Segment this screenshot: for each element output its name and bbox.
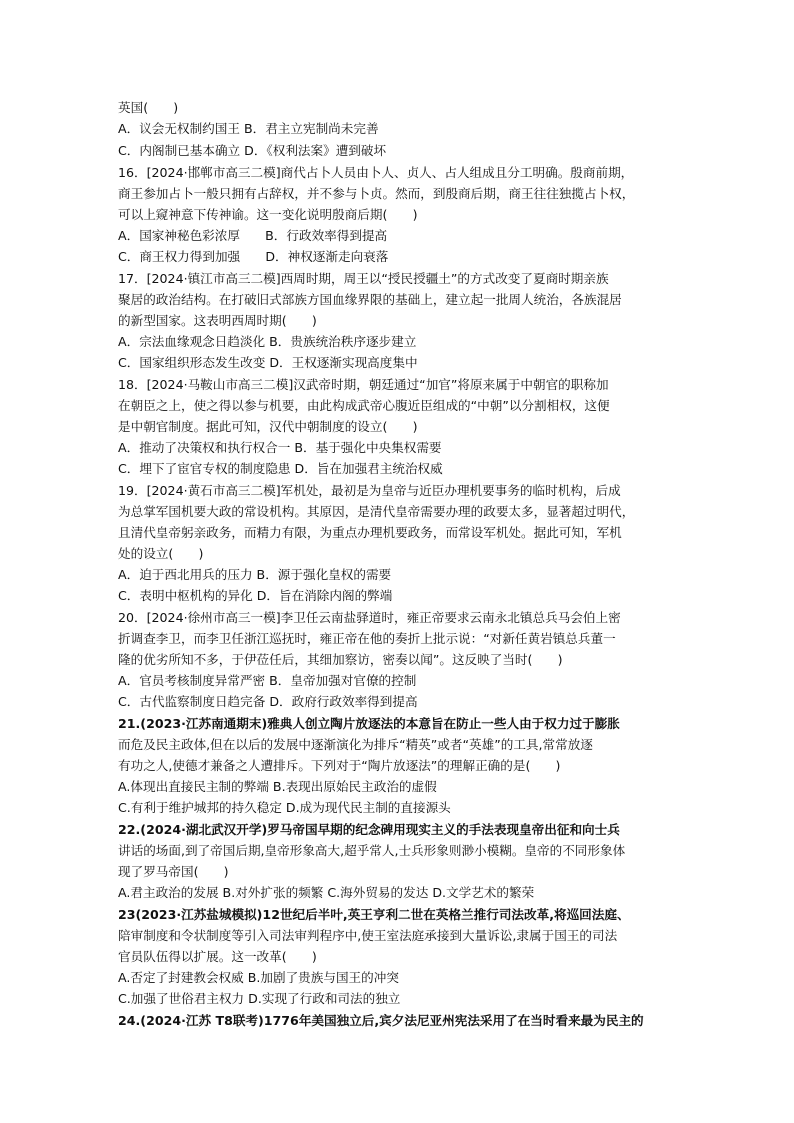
question-18-options-cd: C．埋下了宦官专权的制度隐患 D．旨在加强君主统治权威 bbox=[118, 461, 443, 476]
question-22-stem: 现了罗马帝国( ) bbox=[118, 864, 229, 879]
question-19-stem: 处的设立( ) bbox=[118, 546, 204, 561]
question-21-stem: 有功之人,使德才兼备之人遭排斥。下列对于“陶片放逐法”的理解正确的是( ) bbox=[118, 758, 561, 773]
question-17-options-ab: A．宗法血缘观念日趋淡化 B．贵族统治秩序逐步建立 bbox=[118, 334, 417, 349]
question-22-stem: 22.(2024·湖北武汉开学)罗马帝国早期的纪念碑用现实主义的手法表现皇帝出征和向士兵 bbox=[118, 822, 620, 837]
question-19-stem: 且清代皇帝躬亲政务，而精力有限，为重点办理机要政务，而常设军机处。据此可知，军机 bbox=[118, 525, 622, 540]
question-18-stem: 在朝臣之上，使之得以参与机要，由此构成武帝心腹近臣组成的“中朝”以分割相权，这便 bbox=[118, 398, 610, 413]
question-21-options-ab: A.体现出直接民主制的弊端 B.表现出原始民主政治的虚假 bbox=[118, 779, 437, 794]
question-23-options-ab: A.否定了封建教会权威 B.加剧了贵族与国王的冲突 bbox=[118, 970, 399, 985]
question-16-options-ab: A．国家神秘色彩浓厚 B．行政效率得到提高 bbox=[118, 228, 388, 243]
question-17-stem: 聚居的政治结构。在打破旧式部族方国血缘界限的基础上，建立起一批周人统治，各族混居 bbox=[118, 292, 622, 307]
question-18-options-ab: A．推动了决策权和执行权合一 B．基于强化中央集权需要 bbox=[118, 440, 442, 455]
question-20-options-ab: A．官员考核制度异常严密 B．皇帝加强对官僚的控制 bbox=[118, 673, 417, 688]
question-23-stem: 官员队伍得以扩展。这一改革( ) bbox=[118, 949, 317, 964]
question-17-options-cd: C．国家组织形态发生改变 D．王权逐渐实现高度集中 bbox=[118, 355, 418, 370]
question-23-stem: 23(2023·江苏盐城模拟)12世纪后半叶,英王亨利二世在英格兰推行司法改革,将巡回法庭、 bbox=[118, 907, 630, 922]
question-23-options-cd: C.加强了世俗君主权力 D.实现了行政和司法的独立 bbox=[118, 991, 401, 1006]
question-19-options-cd: C．表明中枢机构的异化 D．旨在消除内阁的弊端 bbox=[118, 588, 393, 603]
question-15-stem-end: 英国( ) bbox=[118, 100, 179, 115]
question-16-stem: 可以上窥神意下传神谕。这一变化说明殷商后期( ) bbox=[118, 207, 418, 222]
question-24-stem: 24.(2024·江苏 T8联考)1776年美国独立后,宾夕法尼亚州宪法采用了在当时看来最为民主的 bbox=[118, 1013, 644, 1028]
question-20-stem: 20．[2024·徐州市高三一模]李卫任云南盐驿道时，雍正帝要求云南永北镇总兵马会伯上密 bbox=[118, 610, 621, 625]
question-17-stem: 17．[2024·镇江市高三二模]西周时期，周王以“授民授疆土”的方式改变了夏商时期亲族 bbox=[118, 271, 609, 286]
question-21-options-cd: C.有利于维护城邦的持久稳定 D.成为现代民主制的直接源头 bbox=[118, 800, 451, 815]
question-19-stem: 19．[2024·黄石市高三二模]军机处，最初是为皇帝与近臣办理机要事务的临时机构，后成 bbox=[118, 483, 621, 498]
question-22-options: A.君主政治的发展 B.对外扩张的频繁 C.海外贸易的发达 D.文学艺术的繁荣 bbox=[118, 885, 535, 900]
question-16-stem: 商王参加占卜一般只拥有占辞权，并不参与卜贞。然而，到殷商后期，商王往往独揽占卜权， bbox=[118, 186, 635, 201]
question-20-options-cd: C．古代监察制度日趋完备 D．政府行政效率得到提高 bbox=[118, 694, 418, 709]
question-21-stem: 21.(2023·江苏南通期末)雅典人创立陶片放逐法的本意旨在防止一些人由于权力过于膨胀 bbox=[118, 716, 620, 731]
question-18-stem: 18．[2024·马鞍山市高三二模]汉武帝时期，朝廷通过“加官”将原来属于中朝官的职称加 bbox=[118, 377, 609, 392]
question-19-stem: 为总掌军国机要大政的常设机构。其原因，是清代皇帝需要办理的政要太多，显著超过明代， bbox=[118, 504, 635, 519]
question-16-options-cd: C．商王权力得到加强 D．神权逐渐走向衰落 bbox=[118, 249, 389, 264]
question-20-stem: 隆的优劣所知不多，于伊莅任后，其细加察访，密奏以闻”。这反映了当时( ) bbox=[118, 652, 563, 667]
question-19-options-ab: A．迫于西北用兵的压力 B．源于强化皇权的需要 bbox=[118, 567, 392, 582]
question-16-stem: 16．[2024·邯郸市高三二模]商代占卜人员由卜人、贞人、占人组成且分工明确。殷商前期， bbox=[118, 165, 634, 180]
question-21-stem: 而危及民主政体,但在以后的发展中逐渐演化为排斥“精英”或者“英雄”的工具,常常放逐 bbox=[118, 737, 593, 752]
question-17-stem: 的新型国家。这表明西周时期( ) bbox=[118, 313, 317, 328]
question-20-stem: 折调查李卫，而李卫任浙江巡抚时，雍正帝在他的奏折上批示说：“对新任黄岩镇总兵董一 bbox=[118, 631, 616, 646]
question-15-options-ab: A．议会无权制约国王 B．君主立宪制尚未完善 bbox=[118, 121, 379, 136]
question-18-stem: 是中朝官制度。据此可知，汉代中朝制度的设立( ) bbox=[118, 419, 418, 434]
question-23-stem: 陪审制度和令状制度等引入司法审判程序中,使王室法庭承接到大量诉讼,隶属于国王的司法 bbox=[118, 928, 618, 943]
question-22-stem: 讲话的场面,到了帝国后期,皇帝形象高大,超乎常人,士兵形象则渺小模糊。皇帝的不同形象体 bbox=[118, 843, 626, 858]
question-15-options-cd: C．内阁制已基本确立 D．《权利法案》遭到破坏 bbox=[118, 143, 387, 158]
